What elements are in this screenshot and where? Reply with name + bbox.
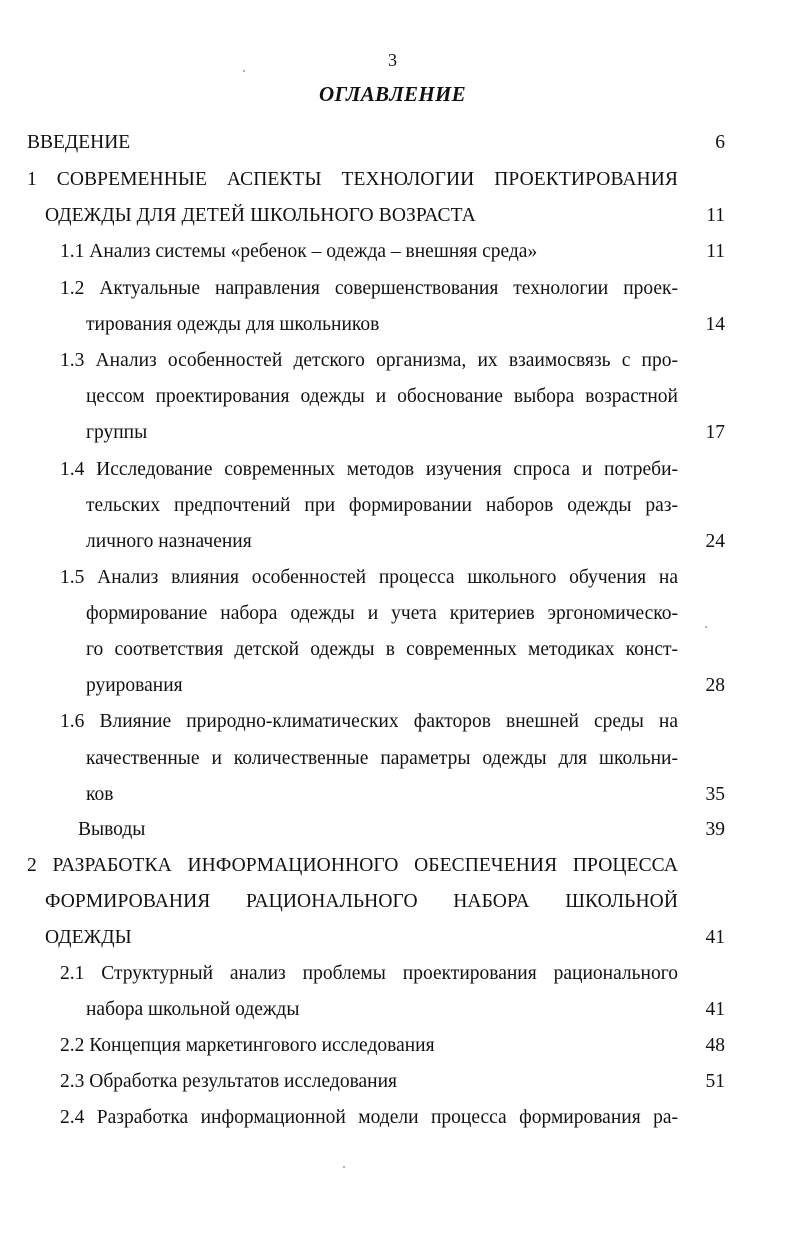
toc-line: 1.2 Актуальные направления совершенствования технологии проек-: [60, 278, 678, 299]
toc-line: ВВЕДЕНИЕ: [27, 132, 131, 153]
toc-page-number: 48: [705, 1035, 725, 1056]
toc-line: 1.1 Анализ системы «ребенок – одежда – внешняя среда»: [60, 241, 538, 262]
toc-line: 2.2 Концепция маркетингового исследования: [60, 1035, 435, 1056]
toc-page-number: 41: [705, 927, 725, 948]
toc-line: руирования: [86, 675, 183, 696]
toc-line: тирования одежды для школьников: [86, 314, 380, 335]
toc-line: Выводы: [78, 819, 146, 840]
toc-line: набора школьной одежды: [86, 999, 300, 1020]
toc-line: 2.1 Структурный анализ проблемы проектирования рационального: [60, 963, 678, 984]
toc-line: цессом проектирования одежды и обоснование выбора возрастной: [86, 386, 678, 407]
toc-line: группы: [86, 422, 148, 443]
toc-page-number: 39: [705, 819, 725, 840]
toc-page-number: 14: [705, 314, 725, 335]
page-number: 3: [388, 50, 397, 70]
toc-line: формирование набора одежды и учета критериев эргономическо-: [86, 603, 678, 624]
toc-page-number: 6: [715, 132, 725, 153]
toc-page-number: 28: [705, 675, 725, 696]
toc-line: 1.3 Анализ особенностей детского организма, их взаимосвязь с про-: [60, 350, 678, 371]
toc-page-number: 51: [705, 1071, 725, 1092]
toc-line: 2 РАЗРАБОТКА ИНФОРМАЦИОННОГО ОБЕСПЕЧЕНИЯ ПРОЦЕССА: [27, 855, 678, 876]
toc-line: личного назначения: [86, 531, 252, 552]
toc-line: 1.6 Влияние природно-климатических факторов внешней среды на: [60, 711, 678, 732]
toc-page-number: 11: [706, 241, 725, 262]
toc-line: ОДЕЖДЫ ДЛЯ ДЕТЕЙ ШКОЛЬНОГО ВОЗРАСТА: [45, 205, 476, 226]
toc-line: 2.4 Разработка информационной модели процесса формирования ра-: [60, 1107, 678, 1128]
scan-speck: [705, 626, 707, 628]
page-title: ОГЛАВЛЕНИЕ: [319, 82, 466, 106]
toc-line: тельских предпочтений при формировании наборов одежды раз-: [86, 495, 678, 516]
toc-page-number: 11: [706, 205, 725, 226]
toc-line: ков: [86, 784, 114, 805]
toc-page-number: 41: [705, 999, 725, 1020]
toc-line: ФОРМИРОВАНИЯ РАЦИОНАЛЬНОГО НАБОРА ШКОЛЬНОЙ: [45, 891, 678, 912]
toc-page-number: 24: [705, 531, 725, 552]
toc-line: качественные и количественные параметры одежды для школьни-: [86, 748, 678, 769]
toc-line: 1.5 Анализ влияния особенностей процесса школьного обучения на: [60, 567, 678, 588]
scan-speck: [243, 70, 245, 72]
toc-line: 1.4 Исследование современных методов изучения спроса и потреби-: [60, 459, 678, 480]
toc-line: ОДЕЖДЫ: [45, 927, 132, 948]
scan-speck: [343, 1166, 345, 1168]
toc-line: 2.3 Обработка результатов исследования: [60, 1071, 398, 1092]
toc-page-number: 35: [705, 784, 725, 805]
toc-page-number: 17: [705, 422, 725, 443]
toc-line: го соответствия детской одежды в современных методиках конст-: [86, 639, 678, 660]
toc-line: 1 СОВРЕМЕННЫЕ АСПЕКТЫ ТЕХНОЛОГИИ ПРОЕКТИРОВАНИЯ: [27, 169, 678, 190]
